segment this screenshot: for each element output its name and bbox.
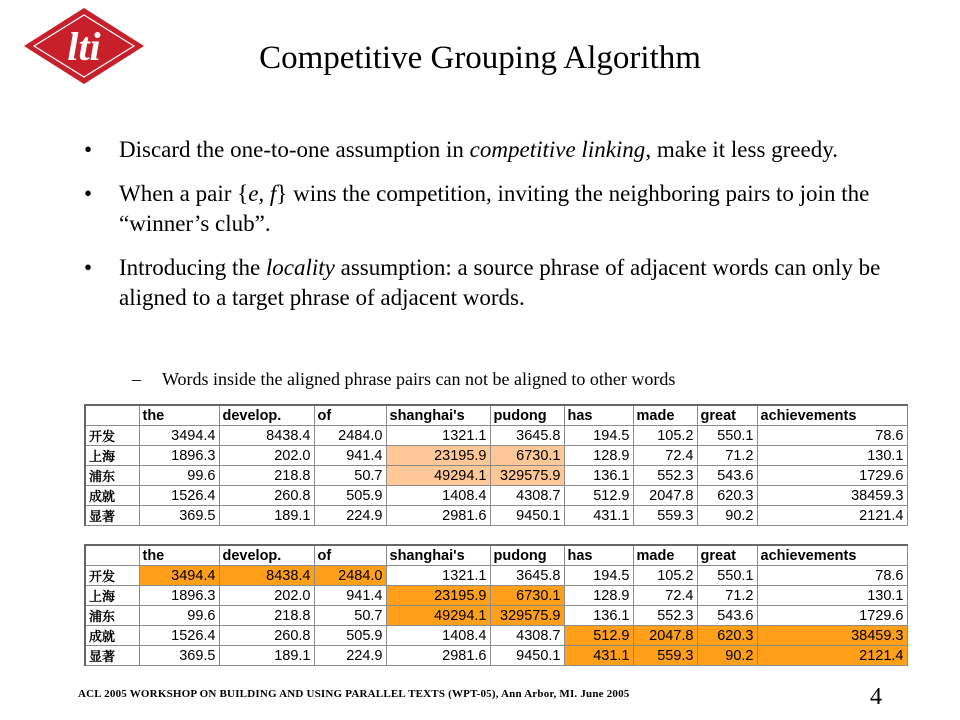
table-cell: 3645.8 [490,566,564,586]
page-number: 4 [870,684,882,710]
row-header: 浦东 [85,466,139,486]
table-cell: 505.9 [314,486,386,506]
bullet-text: When a pair { [119,181,249,206]
table-cell: 49294.1 [386,606,490,626]
row-header: 浦东 [85,606,139,626]
table-corner-cell [85,405,139,426]
table-cell: 23195.9 [386,446,490,466]
bullet-emphasis: e, f [248,181,277,206]
table-cell: 38459.3 [757,486,907,506]
table-cell: 1408.4 [386,486,490,506]
table-row [85,586,907,606]
table-cell: 189.1 [219,646,314,666]
column-header: great [697,405,757,426]
column-header: of [314,545,386,566]
table-cell: 218.8 [219,466,314,486]
table-cell: 559.3 [633,506,697,526]
column-header: has [564,405,633,426]
table-cell: 8438.4 [219,566,314,586]
column-header: made [633,405,697,426]
column-header: pudong [490,545,564,566]
table-cell: 99.6 [139,466,219,486]
table-cell: 23195.9 [386,586,490,606]
table-row [85,466,907,486]
table-cell: 105.2 [633,426,697,446]
table-cell: 2981.6 [386,506,490,526]
table-cell: 9450.1 [490,646,564,666]
table-cell: 3494.4 [139,426,219,446]
table-cell: 105.2 [633,566,697,586]
bullet-item [82,179,882,239]
table-cell: 941.4 [314,446,386,466]
table-cell: 9450.1 [490,506,564,526]
table-cell: 202.0 [219,446,314,466]
table-cell: 559.3 [633,646,697,666]
table-cell: 90.2 [697,646,757,666]
table-cell: 260.8 [219,626,314,646]
bullet-dot-icon: • [84,255,93,280]
table-header-row [85,405,907,426]
table-cell: 136.1 [564,466,633,486]
table-cell: 329575.9 [490,466,564,486]
table-row [85,566,907,586]
column-header: shanghai's [386,405,490,426]
table-cell: 78.6 [757,426,907,446]
table-cell: 543.6 [697,606,757,626]
table-cell: 99.6 [139,606,219,626]
table-cell: 4308.7 [490,626,564,646]
table-cell: 329575.9 [490,606,564,626]
table-cell: 38459.3 [757,626,907,646]
sub-bullet-text: Words inside the aligned phrase pairs can not be aligned to other words [162,369,676,389]
table-cell: 431.1 [564,646,633,666]
table-cell: 72.4 [633,586,697,606]
table-row [85,426,907,446]
table-row [85,606,907,626]
table-cell: 1321.1 [386,426,490,446]
table-corner-cell [85,545,139,566]
table-cell: 189.1 [219,506,314,526]
table-row [85,626,907,646]
row-header: 开发 [85,566,139,586]
table-cell: 369.5 [139,646,219,666]
table-cell: 1321.1 [386,566,490,586]
table-cell: 620.3 [697,626,757,646]
table-cell: 1896.3 [139,446,219,466]
table-row [85,486,907,506]
bullet-text: } wins the competition, inviting the neighboring pairs to join the “winner’s club”. [119,181,870,236]
table-cell: 128.9 [564,586,633,606]
bullet-item [82,135,882,165]
table-cell: 3645.8 [490,426,564,446]
footer-text: ACL 2005 WORKSHOP ON BUILDING AND USING PARALLEL TEXTS (WPT-05), Ann Arbor, MI. June 2005 [78,688,630,700]
table-cell: 552.3 [633,466,697,486]
column-header: achievements [757,545,907,566]
table-cell: 194.5 [564,566,633,586]
table-cell: 194.5 [564,426,633,446]
column-header: develop. [219,545,314,566]
table-cell: 136.1 [564,606,633,626]
row-header: 上海 [85,446,139,466]
column-header: of [314,405,386,426]
column-header: has [564,545,633,566]
column-header: the [139,545,219,566]
table-row [85,506,907,526]
bullet-text: Discard the one-to-one assumption in [119,137,470,162]
table-row [85,446,907,466]
table-cell: 50.7 [314,466,386,486]
table-cell: 6730.1 [490,446,564,466]
table-cell: 3494.4 [139,566,219,586]
row-header: 上海 [85,586,139,606]
column-header: achievements [757,405,907,426]
table-cell: 1408.4 [386,626,490,646]
table-cell: 8438.4 [219,426,314,446]
table-cell: 1526.4 [139,486,219,506]
row-header: 成就 [85,486,139,506]
table-cell: 1896.3 [139,586,219,606]
table-cell: 71.2 [697,446,757,466]
bullet-dot-icon: • [84,181,93,206]
table-cell: 550.1 [697,566,757,586]
table-cell: 2121.4 [757,506,907,526]
table-cell: 260.8 [219,486,314,506]
sub-bullet [132,367,676,391]
table-cell: 2047.8 [633,626,697,646]
column-header: great [697,545,757,566]
bullet-text: assumption: a source phrase of adjacent words can only be aligned to a target phrase of adjacent words. [119,255,881,310]
bullet-text: Introducing the [119,255,266,280]
table-cell: 90.2 [697,506,757,526]
table-cell: 72.4 [633,446,697,466]
table-cell: 224.9 [314,506,386,526]
table-cell: 941.4 [314,586,386,606]
table-cell: 202.0 [219,586,314,606]
table-cell: 620.3 [697,486,757,506]
table-cell: 369.5 [139,506,219,526]
lti-logo [22,6,146,86]
column-header: shanghai's [386,545,490,566]
bullet-list [82,135,882,327]
logo-text: lti [67,24,101,69]
table-cell: 505.9 [314,626,386,646]
table-cell: 224.9 [314,646,386,666]
column-header: the [139,405,219,426]
table-cell: 128.9 [564,446,633,466]
table-cell: 6730.1 [490,586,564,606]
table-cell: 2484.0 [314,566,386,586]
column-header: made [633,545,697,566]
bullet-text: , make it less greedy. [645,137,838,162]
table-cell: 2981.6 [386,646,490,666]
table-cell: 71.2 [697,586,757,606]
bullet-item [82,253,882,313]
row-header: 显著 [85,646,139,666]
bullet-dot-icon: • [84,137,93,162]
slide-title: Competitive Grouping Algorithm [259,40,701,76]
table-cell: 218.8 [219,606,314,626]
row-header: 成就 [85,626,139,646]
table-cell: 512.9 [564,486,633,506]
table-cell: 78.6 [757,566,907,586]
column-header: pudong [490,405,564,426]
table-cell: 49294.1 [386,466,490,486]
table-cell: 512.9 [564,626,633,646]
table-cell: 431.1 [564,506,633,526]
table-cell: 2484.0 [314,426,386,446]
table-cell: 1729.6 [757,606,907,626]
table-cell: 130.1 [757,446,907,466]
row-header: 开发 [85,426,139,446]
table-cell: 543.6 [697,466,757,486]
score-table-1 [84,404,908,526]
table-row [85,646,907,666]
table-cell: 2047.8 [633,486,697,506]
table-cell: 50.7 [314,606,386,626]
bullet-emphasis: locality [265,255,335,280]
row-header: 显著 [85,506,139,526]
table-cell: 1526.4 [139,626,219,646]
table-cell: 130.1 [757,586,907,606]
bullet-emphasis: competitive linking [469,137,646,162]
table-cell: 552.3 [633,606,697,626]
column-header: develop. [219,405,314,426]
table-cell: 2121.4 [757,646,907,666]
dash-icon: – [132,369,141,389]
score-table-2 [84,544,908,666]
table-cell: 550.1 [697,426,757,446]
table-cell: 1729.6 [757,466,907,486]
table-header-row [85,545,907,566]
table-cell: 4308.7 [490,486,564,506]
